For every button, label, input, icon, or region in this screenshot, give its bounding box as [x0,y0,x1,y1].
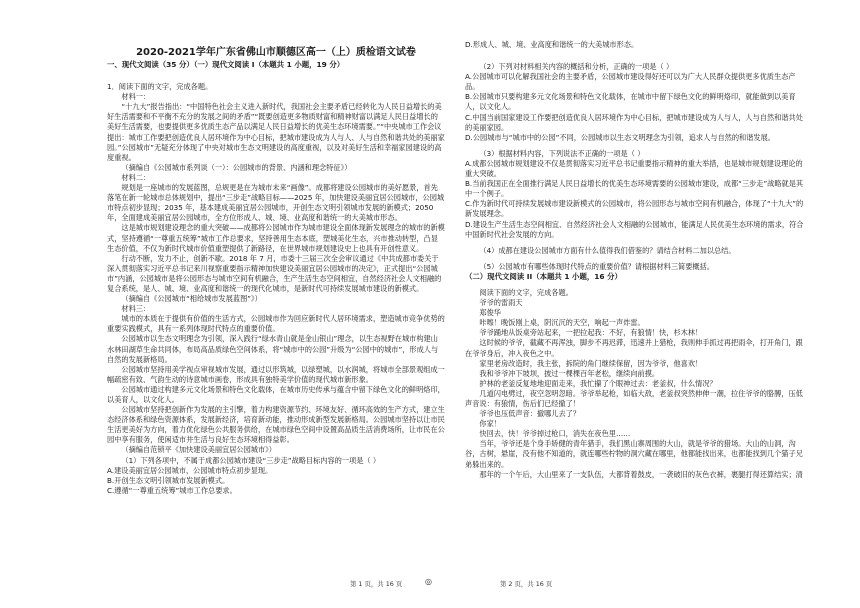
answer-option: C.作为新时代可持续发展城市建设新模式的公园城市，将公园形态与城市空间有机融合，体现了“十九大”的新发展理念。 [465,199,804,219]
answer-option: C.遵循“一尊重五统筹”城市工作总要求。 [107,485,237,495]
story-paragraph: 当年，爷爷还是个身手矫健的青年猎手，我们黑山寨周围的大山，就是爷爷的猎场。大山的山洞，沟谷，古树，悬崖，没有他不知道的，就连哪些柠物的洞穴藏在哪里，他都能找出来，也都能找到几个猫子兄弟躲出来的。 [465,439,803,469]
material-paragraph: 公园城市通过构建多元文化场景和特色文化载体，在城市历史传承与蕴含中留下绿色文化的鲜明烙印，以美育人，以文化人。 [107,384,445,404]
sub1-options [107,466,445,496]
story-paragraph: 你家！ [479,419,501,429]
answer-option: D.建设生产生活生态空间相宜、自然经济社会人文相融的公园城市，能满足人民优美生态环境的需求，符合中国新时代社会发展的方向。 [465,219,804,239]
material-paragraph: （摘编自范锁平《加快建设美丽宜居公园城市》） [121,445,276,455]
material-paragraph: 行动不断，发力不止，创新不歇。2018 年 7 月，市委十三届三次全会审议通过《中共成都市委关于深入贯彻落实习近平总书记来川视察重要指示精神加快建设美丽宜居公园城市的决定》，正式提出“公园城市”内涵，公园城市是将公园形态与城市空间有机融合，生产生活生态空间相宜，自然经济社会人文相融的复合系统，是人、城、境、业高度和谐统一的现代化城市，是新时代可持续发展城市建设的新模式。 [107,253,442,293]
answer-option: A.公园城市可以化解我国社会的主要矛盾，公园城市建设得好还可以为广大人民群众提供更多优质生态产品。 [465,72,796,92]
question-1-sub3: （3）根据材料内容，下列说法不正确的一项是（ ） [479,148,645,158]
story-paragraph: 那年的一个午后，大山里来了一支队伍，大都背着鼓皮，一袭破旧的灰色衣裤，裹腿打得还算结实；清 [479,469,803,479]
section1-header: 一、现代文阅读（35 分）（一）现代文阅读 I（本题共 1 小题，19 分） [107,60,345,69]
question-1-sub1: （1）下列各项中，不属于成都公园城市建设“三步走”战略目标内容的一项是（ ） [121,455,381,465]
story-paragraph: 快回去，快！爷爷掉过枪口，消失在夜色里…… [479,429,631,439]
material-paragraph: 规划是一座城市的发展蓝图，总规更是在为城市未来“画像”。成都将建设公园城市的美好愿景，首先落笔在新一轮城市总体规划中，提出“三步走”战略目标——2025 年，加快建设美丽宜居公园城市，公园城市特点初步显现；2035 年，基本建成美丽宜居公园城市，开创生态文明引领城市发展的新模式；2050 年，全面建成美丽宜居公园城市，全方位形成人、城、境、业高度和谐统一的大美城市形态。 [107,183,445,223]
sub3-options [465,159,808,240]
story-author: 郑俊华 [479,308,501,318]
page-number-right: 第 2 页，共 16 页 [500,580,553,588]
answer-option: B.公园城市只要构建多元文化场景和特色文化载体，在城市中留下绿色文化的鲜明烙印，就能做到以美育人，以文化人。 [465,92,796,112]
question-1-sub5: （5）公园城市有哪些体现时代特点的重要价值？请根据材料三简要概括。 [479,261,714,271]
material-paragraphs [107,92,445,455]
material-paragraph: 材料二： [121,172,151,182]
material-paragraph: 公园城市以生态文明理念为引领，深入践行“绿水青山就是金山银山”理念，以生态视野在城市构建山水林田湖草生命共同体，布局高品质绿色空间体系，将“城市中的公园”升级为“公园中的城市”，形成人与自然的发展新格局。 [107,334,439,364]
page-title: 2020-2021学年广东省佛山市顺德区高一（上）质检语文试卷 [136,47,416,58]
answer-option: C.中国当前国家建设工作要把创造优良人居环境作为中心目标，把城市建设成为人与人，人与自然和谐共处的美丽家园。 [465,112,803,132]
story-paragraph: 咔嚓！晚饭刚上桌，阴沉沉的天空，响起一声炸雷。 [479,318,645,328]
question-1-intro: 1．阅读下面的文字，完成各题。 [107,82,213,92]
story-paragraph: 爷爷踊地从饭桌旁站起来，一把拉起我：不好，有狼情！快，杉木林！ [479,328,703,338]
story-paragraph: 几道闪电劈过，夜空忽明忽暗。爷爷举起枪，如临大敌，老釜叔突然伸伸一潮，拉住爷爷的胳膊，压低声音说：有狼情，伤后们已经撤了！ [465,388,803,408]
material-paragraph: 材料一： [121,92,151,102]
story-paragraph: 家里老房改造时，我主张，拆院的角门继续保留，因为爷爷，他喜欢！ [479,358,703,368]
sub2-options [465,72,808,143]
page-number-left: 第 1 页，共 16 页 [350,580,403,588]
material-paragraph: “十九大”报告指出：“中国特色社会主义进入新时代，我国社会主要矛盾已经转化为人民日益增长的美好生活需要和不平衡不充分的发展之间的矛盾”“既要创造更多物质财富和精神财富以满足人民日益增长的美好生活需要，也要提供更多优质生态产品以满足人民日益增长的优美生态环境需要。”“中央城市工作会议提出：城市工作要把创造优良人居环境作为中心目标，把城市建设成为人与人、人与自然和谐共处的美丽家园。”公园城市”无疑充分体现了中央对城市生态文明建设的高度重视，以及对美好生活和幸福家园建设的高度重视。 [107,102,445,162]
material-paragraph: 这是城市规划建设理念的重大突破——成都将公园城市作为城市建设全面体现新发展理念的城市的新模式，坚持遵循“一尊重五统筹”城市工作总要求，坚持善用生态本底，塑城美化生态，兴市推动转型，凸显生态价值，不仅为新时代城市价值重塑提供了新路径，在世界城市规划建设史上也具有开创性意义。 [107,223,445,253]
right-column [465,40,808,480]
story-paragraphs [465,318,808,480]
material-paragraph: 公园城市坚持用美学视点审视城市发展，通过以形筑城，以绿塑城，以水润城，将城市全部景观组成一幅疏密有致、气韵生动的诗意城市画卷，形成具有独特美学价值的现代城市新形象。 [107,364,445,384]
center-mark: ◎ [425,577,432,586]
answer-option: A.成都公园城市规划建设不仅是贯彻落实习近平总书记重要指示精神的重大举措，也是城市规划建设理论的重大突破。 [465,158,803,179]
section2-header: （二）现代文阅读 II（本题共 1 小题，16 分） [465,271,622,281]
story-paragraph: 护林的老釜反复地地迎面走来，我忙攥了个眼神过去：老釜叔，什么情况？ [479,378,717,388]
answer-option: A.建设美丽宜居公园城市，公园城市特点初步显现。 [107,465,273,475]
material-paragraph: 城市的本质在于提供有价值的生活方式，公园城市作为回应新时代人居环境需求，塑造城市竞争优势的重要实践模式，具有一系列体现时代特点的重要价值。 [107,314,445,334]
question-2-intro: 阅读下面的文字，完成各题。 [479,287,573,297]
material-paragraph: （摘编自《公园城市系列谈（一）：公园城市的背景、内涵和理念特征》） [121,162,352,172]
story-title: 爷爷的雷雨天 [479,298,523,308]
story-paragraph: 爷爷也压低声音：撤哪儿去了？ [479,409,581,419]
story-paragraph: 我和爷爷冲下坡坝，披过一棵棵百年老松，继续向前摸。 [479,368,660,378]
material-paragraph: 材料三： [121,304,151,314]
question-1-sub4: （4）成都在建设公园城市方面有什么值得我们借鉴的？请结合材料二加以总结。 [479,245,736,255]
answer-option: B.当前我国正在全面推行满足人民日益增长的优美生态环境需要的公园城市建设，成都“三步走”战略就是其中一个例子。 [465,179,804,199]
answer-option: B.开创生态文明引领城市发展新模式。 [107,475,230,485]
left-column [107,60,445,496]
sub1-option-d: D.形成人、城、境、业高度和谐统一的大美城市形态。 [465,40,639,49]
material-paragraph: （摘编自《公园城市“相给城市发展蓝图”》） [121,294,262,304]
answer-option: D.公园城市与“城市中的公园”不同，公园城市以生态文明理念为引领，追求人与自然的和谐发展。 [465,132,775,142]
material-paragraph: 公园城市坚持把创新作为发展的主引擎，着力构建资源节约、环境友好、循环高效的生产方式，建立生态经济体系和绿色资源体系，发展新经济，培育新动能，推动形成新型发展新格局。公园城市坚持以让市民生活更美好为方向，着力优化绿色公共服务供给，在城市绿色空间中设置高品质生活消费场所，让市民在公园中享有服务，使闲适市井生活与良好生态环境相得益彰。 [107,405,445,445]
question-1-sub2: （2）下列对材料相关内容的概括和分析，正确的一项是（ ） [479,62,674,72]
story-paragraph: 这时候的爷爷，截藏不再浑浊，脚步不再迟滞，迅速并上猎枪，我则伸手抓过再把雨伞，打开角门，跟在爷爷身后，冲入夜色之中。 [465,338,803,358]
